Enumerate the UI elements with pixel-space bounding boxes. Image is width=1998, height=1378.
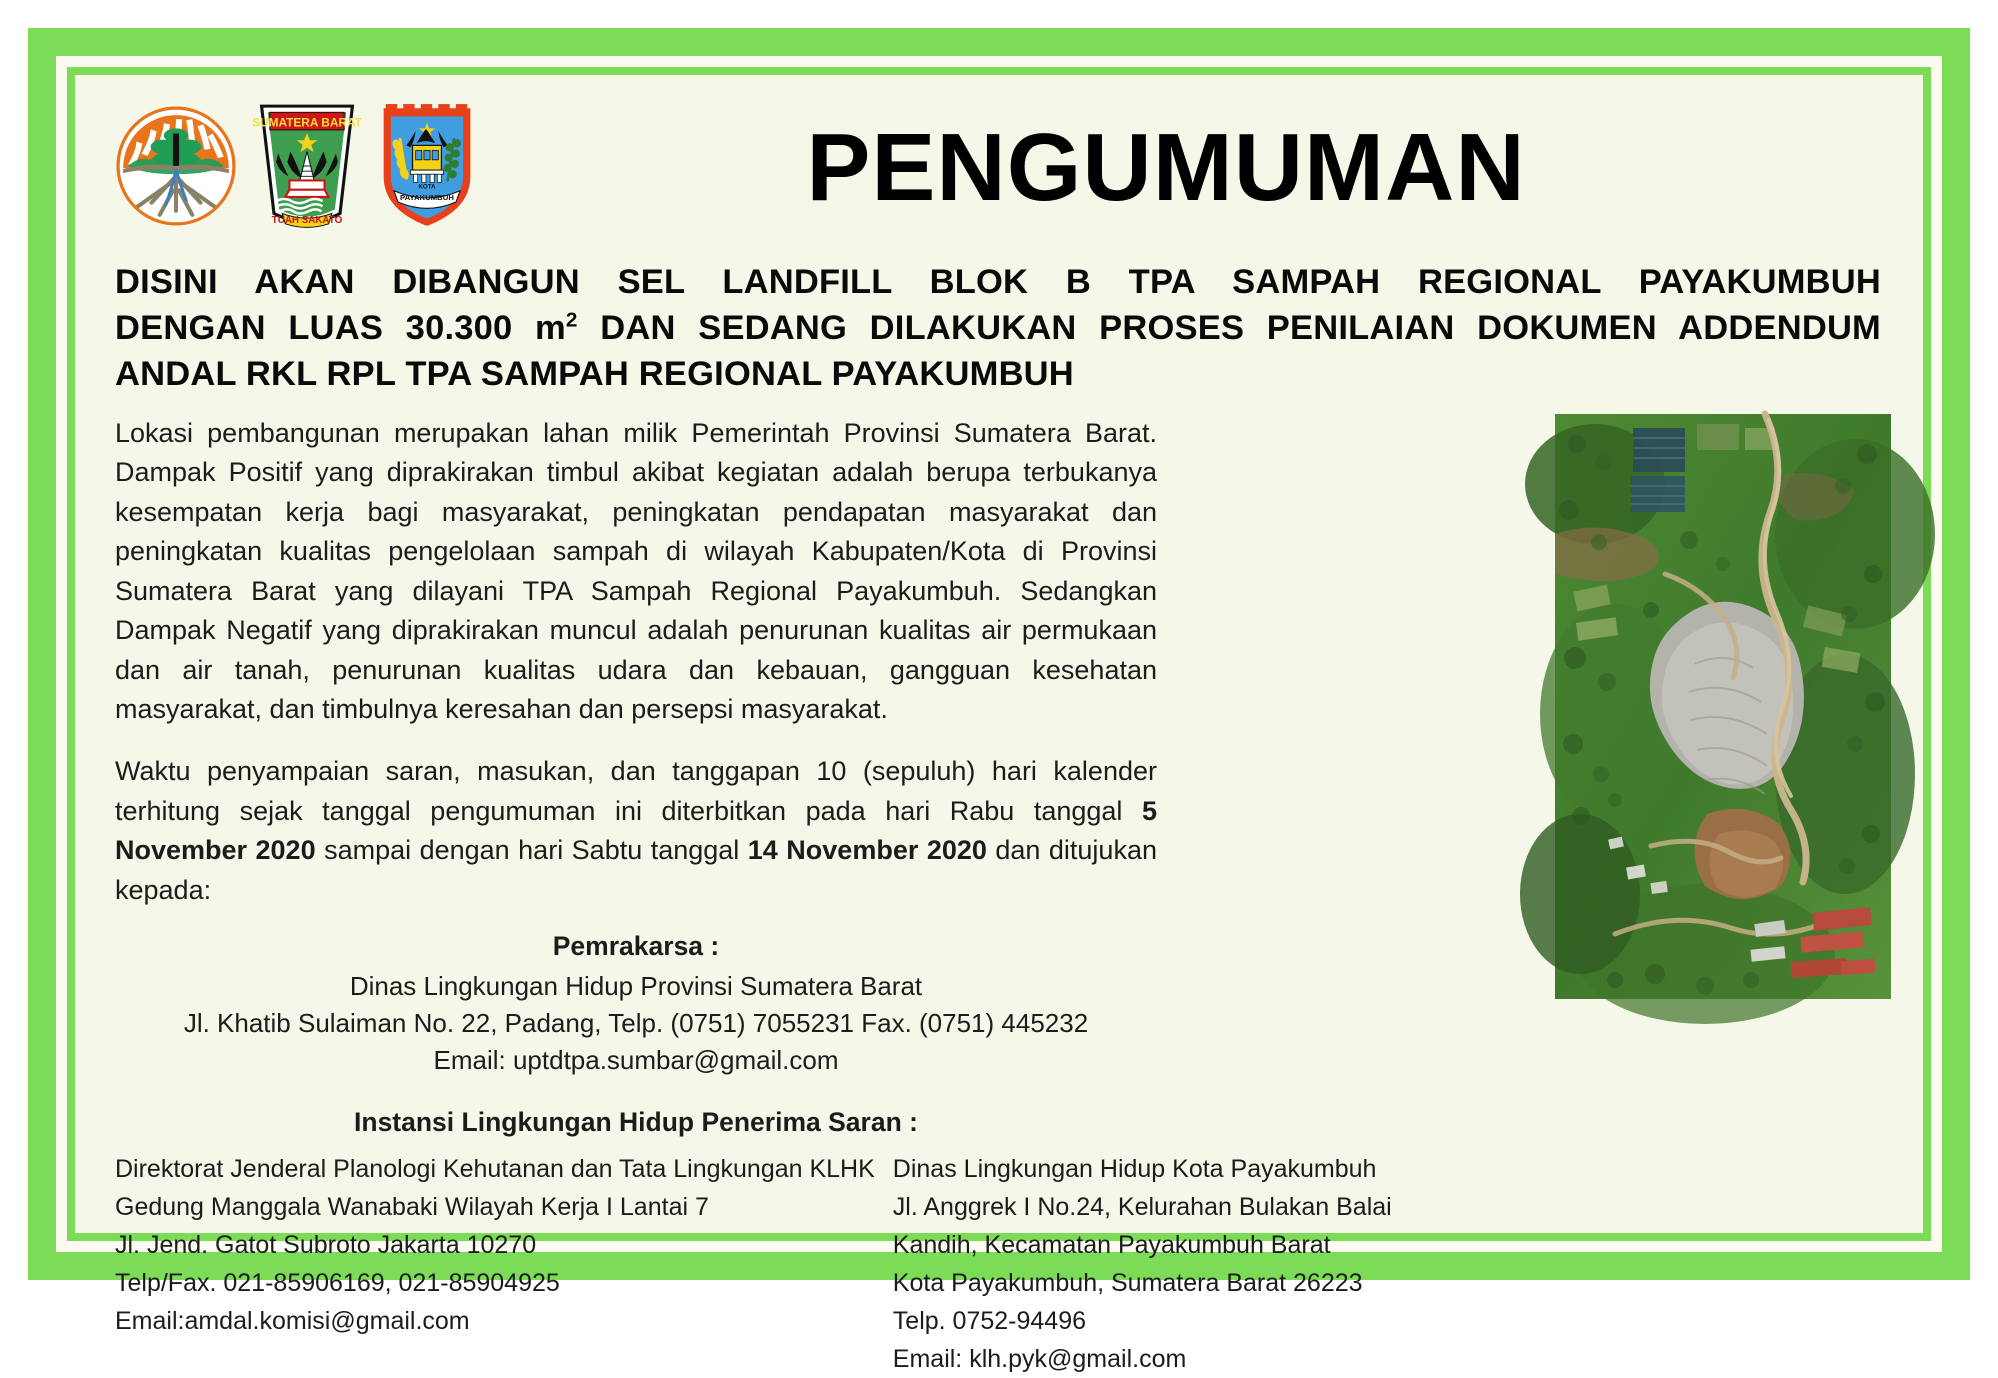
list-item: Dinas Lingkungan Hidup Kota Payakumbuh <box>892 1154 1377 1183</box>
logo-group <box>115 102 477 235</box>
pemrakarsa-address: Jl. Khatib Sulaiman No. 22, Padang, Telp. (0751) 7055231 Fax. (0751) 445232 <box>183 1007 1089 1038</box>
sumatera-barat-provincial-emblem <box>252 102 362 235</box>
list-item: Email:amdal.komisi@gmail.com <box>115 1306 470 1335</box>
submission-part-2: sampai dengan hari Sabtu tanggal <box>315 835 748 866</box>
submission-part-1: Waktu penyampaian saran, masukan, dan tanggapan 10 (sepuluh) hari kalender terhitung sejak tanggal pengumuman ini diterbitkan pada hari Rabu tanggal <box>115 756 1157 826</box>
header <box>103 93 1895 243</box>
end-date: 14 November 2020 <box>747 835 987 866</box>
emblem-banner: PAYAKUMBUH <box>400 192 454 202</box>
inner-green-border <box>67 67 1931 1373</box>
submission-part-3: dan ditujukan kepada: <box>115 835 1157 905</box>
heading-line-2 <box>115 305 1881 351</box>
white-band <box>56 56 1942 1373</box>
list-item: Gedung Manggala Wanabaki Wilayah Kerja I Lantai 7 <box>115 1192 709 1221</box>
body-section <box>103 414 1895 1378</box>
svg-text:KOTA: KOTA <box>418 183 436 191</box>
emblem-banner-bottom: TUAH SAKATO <box>271 214 343 226</box>
list-item: Direktorat Jenderal Planologi Kehutanan dan Tata Lingkungan KLHK <box>115 1154 875 1183</box>
list-item: Email: klh.pyk@gmail.com <box>892 1344 1187 1373</box>
instansi-columns <box>115 1150 1392 1378</box>
kota-payakumbuh-emblem <box>377 102 477 235</box>
emblem-banner-top: SUMATERA BARAT <box>252 114 362 129</box>
list-item: Jl. Jend. Gatot Subroto Jakarta 10270 <box>115 1230 537 1259</box>
list-item: Jl. Anggrek I No.24, Kelurahan Bulakan Balai <box>892 1192 1392 1221</box>
heading-line-2-after: DAN SEDANG DILAKUKAN PROSES PENILAIAN DOKUMEN ADDENDUM <box>577 309 1881 348</box>
pemrakarsa-title: Pemrakarsa : <box>552 931 720 962</box>
instansi-title: Instansi Lingkungan Hidup Penerima Saran : <box>354 1106 918 1137</box>
paragraph-impacts: Lokasi pembangunan merupakan lahan milik Pemerintah Provinsi Sumatera Barat. Dampak Positif yang diprakirakan timbul akibat kegiatan adalah berupa terbukanya kesempatan kerja bagi masyarakat, peningkatan pendapatan masyarakat dan peningkatan kualitas pengelolaan sampah di wilayah Kabupaten/Kota di Provinsi Sumatera Barat yang dilayani TPA Sampah Regional Payakumbuh. Sedangkan Dampak Negatif yang diprakirakan muncul adalah penurunan kualitas air permukaan dan air tanah, penurunan kualitas udara dan kebauan, gangguan kesehatan masyarakat, dan timbulnya keresahan dan persepsi masyarakat. <box>115 417 1157 725</box>
text-column <box>115 414 1392 1378</box>
list-item: Kota Payakumbuh, Sumatera Barat 26223 <box>892 1268 1363 1297</box>
instansi-left-column <box>115 1150 875 1378</box>
heading-line-1: DISINI AKAN DIBANGUN SEL LANDFILL BLOK B TPA SAMPAH REGIONAL PAYAKUMBUH <box>115 263 1881 301</box>
aerial-photo-landfill-site <box>1555 414 1891 999</box>
list-item: Kandih, Kecamatan Payakumbuh Barat <box>892 1230 1331 1259</box>
heading-line-2-before: DENGAN LUAS 30.300 m <box>115 309 566 348</box>
poster-content <box>75 75 1923 1373</box>
pemrakarsa-organization: Dinas Lingkungan Hidup Provinsi Sumatera Barat <box>349 970 923 1001</box>
pemrakarsa-email: Email: uptdtpa.sumbar@gmail.com <box>433 1044 839 1075</box>
outer-green-border <box>28 28 1970 1373</box>
announcement-heading <box>103 259 1895 398</box>
heading-superscript: 2 <box>565 308 578 332</box>
list-item: Telp/Fax. 021-85906169, 021-85904925 <box>115 1268 560 1297</box>
pemrakarsa-block <box>115 928 1157 1078</box>
start-date: 5 November 2020 <box>115 795 1157 866</box>
paragraph-submission-period <box>115 752 1157 910</box>
page-title: PENGUMUMAN <box>806 114 1526 221</box>
list-item: Telp. 0752-94496 <box>892 1306 1087 1335</box>
heading-line-3: ANDAL RKL RPL TPA SAMPAH REGIONAL PAYAKUMBUH <box>115 355 1074 394</box>
photo-column <box>1177 414 1891 1378</box>
klhk-logo <box>115 105 237 232</box>
